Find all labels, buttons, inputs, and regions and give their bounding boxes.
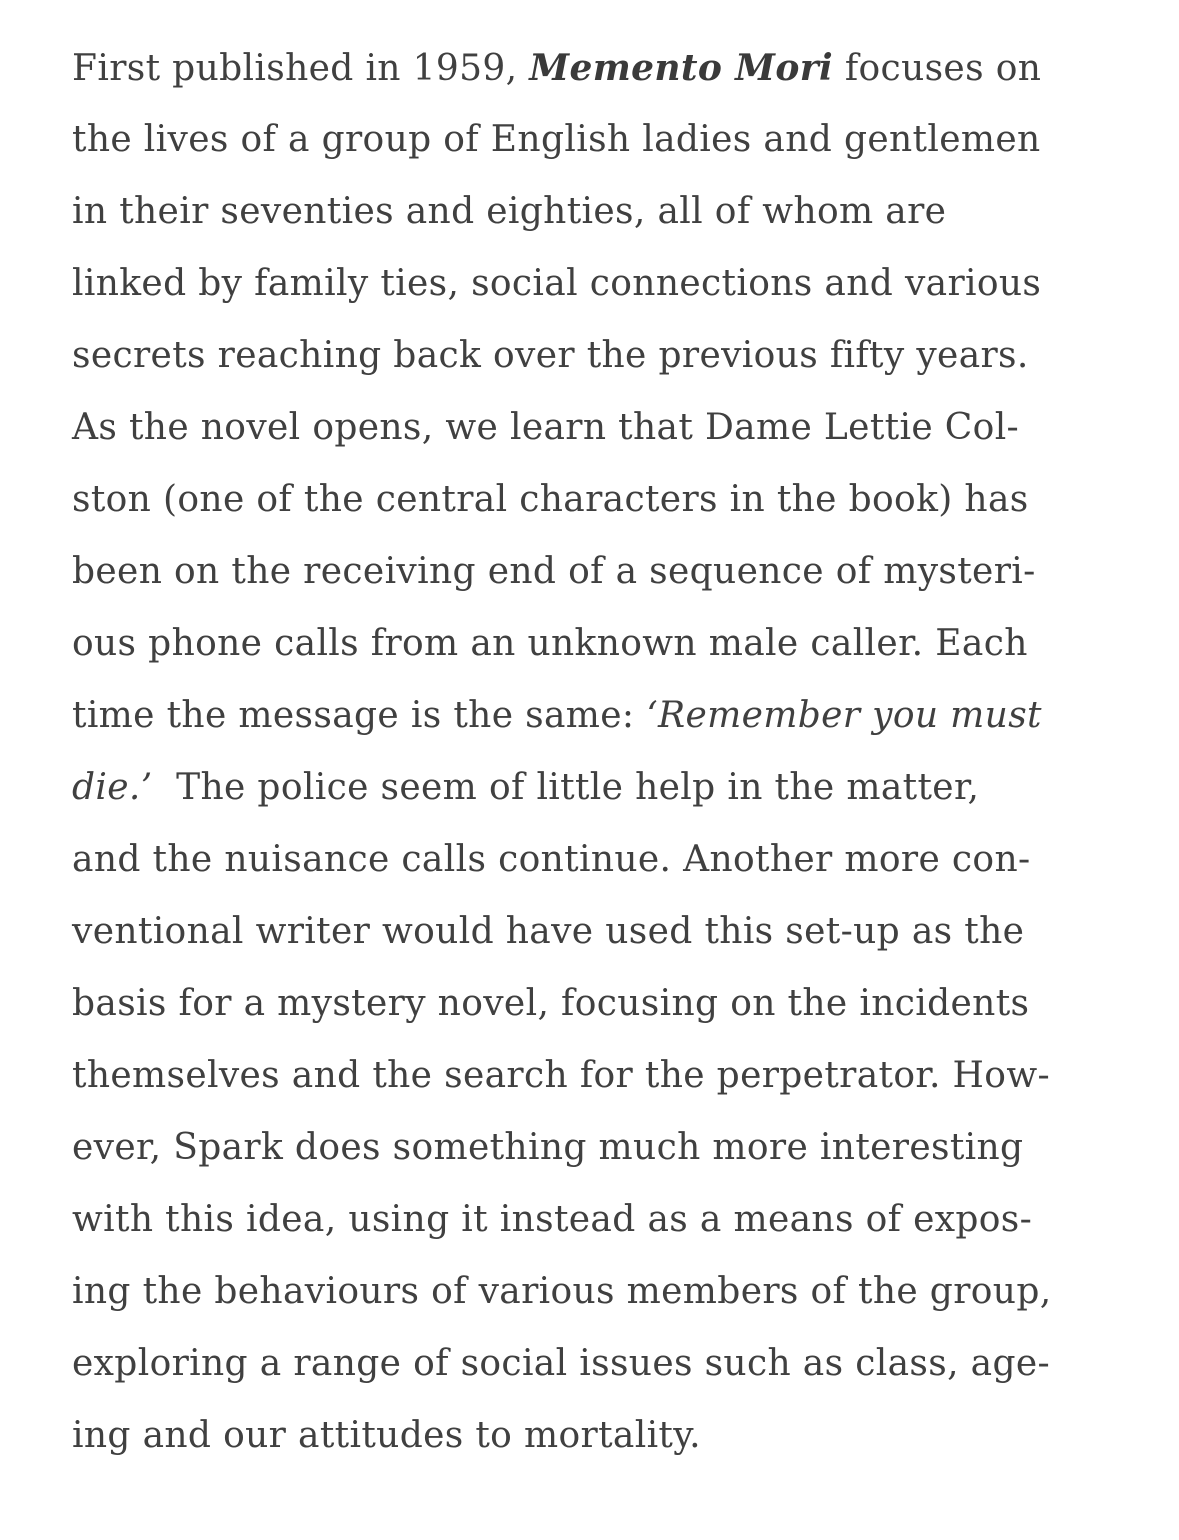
text-line-3: in their seventies and eighties, all of whom are: [72, 191, 947, 232]
text-line-15: themselves and the search for the perpetrator. How-: [72, 1055, 1051, 1096]
quoted-message-end: die.’: [72, 767, 153, 808]
text-line-17: with this idea, using it instead as a means of expos-: [72, 1199, 1033, 1240]
line-11-rest: The police seem of little help in the matter,: [152, 767, 980, 808]
text-line-19: exploring a range of social issues such as class, age-: [72, 1343, 1051, 1384]
review-paragraph: [72, 32, 1112, 1472]
text-line-1: [72, 32, 1112, 104]
text-line-13: ventional writer would have used this set-up as the: [72, 911, 1025, 952]
quoted-message-start: ‘Remember you must: [646, 695, 1042, 736]
text-line-10: [72, 680, 1112, 752]
text-line-14: basis for a mystery novel, focusing on the incidents: [72, 983, 1030, 1024]
text-line-4: linked by family ties, social connections and various: [72, 263, 1042, 304]
book-title: Memento Mori: [529, 47, 834, 89]
text-line-9: ous phone calls from an unknown male caller. Each: [72, 623, 1028, 664]
text-line-18: ing the behaviours of various members of the group,: [72, 1271, 1052, 1312]
text-line-2: the lives of a group of English ladies and gentlemen: [72, 119, 1041, 160]
text-line-6: As the novel opens, we learn that Dame Lettie Col-: [72, 407, 1020, 448]
line-1-rest: focuses on: [833, 48, 1042, 89]
text-line-5: secrets reaching back over the previous fifty years.: [72, 335, 1029, 376]
text-line-11: [72, 752, 1112, 824]
text-line-20: ing and our attitudes to mortality.: [72, 1415, 701, 1456]
text-line-16: ever, Spark does something much more interesting: [72, 1127, 1024, 1168]
text-line-12: and the nuisance calls continue. Another more con-: [72, 839, 1031, 880]
line-10-intro: time the message is the same:: [72, 695, 647, 736]
line-1-intro: First published in 1959,: [72, 48, 530, 89]
text-line-7: ston (one of the central characters in the book) has: [72, 479, 1029, 520]
text-line-8: been on the receiving end of a sequence of mysteri-: [72, 551, 1036, 592]
